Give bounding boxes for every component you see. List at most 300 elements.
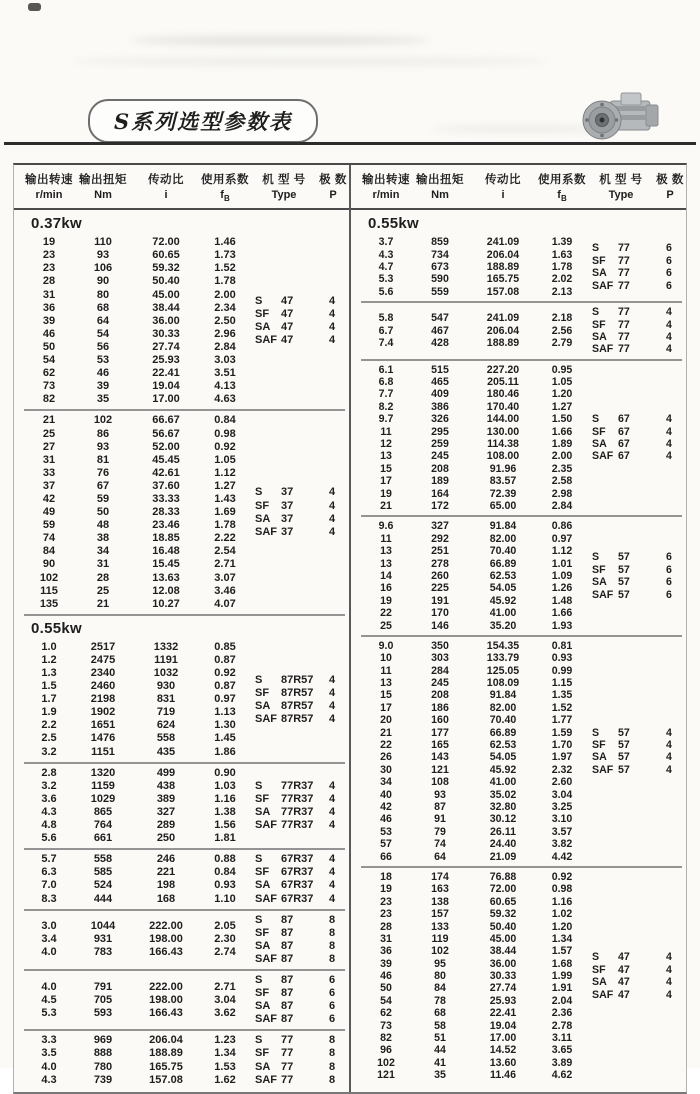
ratio-cell: 22.41 [489,1007,517,1020]
torque-cell: 93 [434,788,446,801]
table-row [24,1034,250,1047]
type-prefix: SAF [592,988,614,1001]
pole-cell: 4 [666,330,672,343]
type-prefix: SA [255,1060,271,1073]
speed-cell: 46 [42,327,56,340]
table-row [361,249,587,261]
table-row [24,832,250,845]
ratio-cell: 45.00 [489,932,517,945]
service-factor-cell: 2.04 [551,994,573,1007]
ratio-cell: 15.45 [152,558,180,571]
service-factor-cell: 1.86 [214,745,236,758]
pole-cell: 4 [328,334,336,347]
speed-cell: 21 [380,726,392,739]
service-factor-cell: 1.81 [214,832,236,845]
table-row [24,893,250,906]
type-prefix: S [592,551,600,564]
ratio-cell: 624 [156,719,176,732]
table-block [361,638,684,865]
pole-cell: 4 [328,779,336,792]
ratio-cell: 35.20 [489,619,517,632]
ratio-cell: 130.00 [486,425,520,438]
type-row [250,674,347,687]
table-row [361,337,587,349]
speed-cell: 7.0 [41,879,57,892]
service-factor-cell: 1.70 [551,739,573,752]
table-row [24,302,250,315]
torque-cell: 409 [431,388,449,401]
type-model: 47 [618,988,630,1001]
type-stack [250,914,347,966]
torque-cell: 764 [93,819,113,832]
type-prefix: SAF [255,819,277,832]
type-prefix: S [592,726,600,739]
table-row [361,558,587,570]
type-model: 87R57 [281,686,314,699]
speed-cell: 50 [380,982,392,995]
table-row [24,262,250,275]
torque-cell: 1159 [91,779,115,792]
table-row [361,739,587,751]
torque-cell: 783 [93,946,113,959]
service-factor-cell: 1.52 [551,701,573,714]
service-factor-cell: 0.92 [551,870,573,883]
service-factor-cell: 3.57 [551,825,573,838]
type-model: 57 [618,751,630,764]
type-model: 77 [281,1047,294,1060]
service-factor-cell: 1.16 [214,792,236,805]
speed-cell: 16 [380,582,392,595]
service-factor-cell: 3.82 [551,838,573,851]
service-factor-cell: 2.79 [551,337,573,350]
pole-cell: 8 [328,952,336,965]
speed-cell: 3.2 [41,745,57,758]
service-factor-cell: 3.89 [551,1056,573,1069]
service-factor-cell: 1.78 [551,260,573,273]
type-stack [587,242,684,292]
ratio-cell: 16.48 [152,545,180,558]
torque-cell: 143 [431,751,449,764]
torque-cell: 74 [434,838,446,851]
type-prefix: SA [592,267,607,280]
ratio-cell: 206.04 [486,324,520,337]
type-row [250,700,347,713]
service-factor-cell: 1.63 [551,248,573,261]
table-row [24,441,250,454]
ratio-cell: 45.92 [489,763,517,776]
service-factor-cell: 3.04 [214,993,236,1006]
type-prefix: SF [592,563,606,576]
service-factor-cell: 1.66 [551,425,573,438]
table-row [361,236,587,248]
service-factor-cell: 0.88 [214,853,236,866]
ratio-cell: 12.08 [152,584,180,597]
ratio-cell: 50.40 [489,920,517,933]
service-factor-cell: 1.46 [214,236,236,249]
ratio-cell: 438 [156,779,176,792]
header-service-factor: 使用系数 $f_B$ [201,174,249,204]
table-row [361,607,587,619]
ratio-cell: 154.35 [486,639,520,652]
table-row [361,958,587,970]
pole-cell: 4 [328,321,336,334]
ratio-cell: 45.45 [152,453,180,466]
header-output-torque: 输出扭矩 Nm [416,174,464,201]
type-model: 87 [281,987,294,1000]
type-row [250,687,347,700]
ratio-cell: 19.04 [152,380,180,393]
pole-cell: 4 [328,308,336,321]
ratio-cell: 108.00 [486,450,520,463]
pole-cell: 6 [666,279,672,292]
torque-cell: 177 [431,726,449,739]
table-row [361,545,587,557]
service-factor-cell: 1.27 [214,479,236,492]
torque-cell: 81 [96,453,110,466]
service-factor-cell: 1.66 [551,607,573,620]
type-prefix: SA [592,976,607,989]
ratio-cell: 198.00 [149,993,183,1006]
speed-cell: 17 [380,701,392,714]
table-row [24,393,250,406]
table-row [24,585,250,598]
service-factor-cell: 2.32 [551,763,573,776]
service-factor-cell: 1.35 [551,689,573,702]
torque-cell: 172 [431,500,449,512]
table-row [361,652,587,664]
type-model: 67 [618,413,630,426]
type-row [587,751,684,763]
ratio-cell: 38.44 [152,301,180,314]
service-factor-cell: 0.81 [551,639,573,652]
pole-cell: 6 [666,551,672,564]
pole-cell: 8 [328,913,336,926]
table-row [24,693,250,706]
table-row [24,879,250,892]
block-divider [361,359,682,361]
ratio-cell: 133.79 [486,652,520,665]
type-prefix: SF [255,926,270,939]
ratio-cell: 289 [156,819,176,832]
table-row [361,776,587,788]
page-title-box [88,99,318,143]
type-model: 47 [281,295,294,308]
speed-cell: 14 [380,569,392,582]
torque-cell: 108 [431,776,449,789]
ratio-cell: 13.63 [152,571,180,584]
speed-cell: 8.3 [41,892,57,905]
type-model: 37 [281,499,294,512]
table-row [361,364,587,376]
speed-cell: 66 [380,850,392,863]
speed-cell: 82 [42,393,56,406]
table-row [24,1047,250,1060]
block-divider [361,515,682,517]
header-ratio: 传动比 i [485,174,521,201]
type-row [250,1034,347,1047]
ratio-cell: 70.40 [489,714,517,727]
ratio-cell: 82.00 [489,701,517,714]
type-prefix: S [255,853,263,866]
service-factor-cell: 3.25 [551,800,573,813]
type-row [587,589,684,601]
service-factor-cell: 2.18 [551,312,573,325]
speed-cell: 6.3 [41,866,57,879]
speed-cell: 13 [380,557,392,570]
type-model: 77 [618,267,630,280]
ratio-cell: 41.00 [489,607,517,620]
service-factor-cell: 2.35 [551,462,573,475]
speed-cell: 4.3 [41,1073,57,1086]
ratio-cell: 11.46 [490,1069,516,1082]
service-factor-cell: 3.65 [551,1044,573,1057]
speed-cell: 20 [380,714,392,727]
type-prefix: SA [255,699,271,712]
pole-cell: 4 [328,892,336,905]
table-row [361,1032,587,1044]
pole-cell: 4 [328,512,336,525]
service-factor-cell: 1.69 [214,506,236,519]
service-factor-cell: 0.95 [551,363,573,376]
ratio-cell: 82.00 [489,532,517,545]
torque-cell: 91 [434,813,446,826]
speed-cell: 3.7 [378,236,394,249]
service-factor-cell: 0.85 [214,640,236,653]
ratio-cell: 188.89 [486,260,520,273]
table-row [361,677,587,689]
pole-cell: 6 [666,576,672,589]
type-row [250,321,347,334]
service-factor-cell: 1.43 [214,492,236,505]
ratio-cell: 45.92 [489,594,517,607]
speed-cell: 3.6 [41,792,57,805]
torque-cell: 86 [96,427,110,440]
type-model: 67R37 [281,892,314,905]
speed-cell: 9.0 [378,639,394,652]
ratio-cell: 125.05 [486,664,520,677]
pole-cell: 4 [328,525,336,538]
speed-cell: 53 [380,825,392,838]
torque-cell: 165 [431,739,449,752]
speed-cell: 33 [42,466,56,479]
ratio-cell: 52.00 [152,440,180,453]
torque-cell: 35 [96,393,110,406]
service-factor-cell: 1.13 [214,706,236,719]
table-row [24,1074,250,1087]
table-block [361,518,684,634]
pole-cell: 4 [328,879,336,892]
ratio-cell: 66.89 [489,726,517,739]
type-model: 87R57 [281,673,314,686]
speed-cell: 19 [380,594,392,607]
pole-cell: 4 [666,318,672,331]
page-title: S系列选型参数表 [114,109,293,134]
type-model: 67 [618,438,630,451]
speed-cell: 19 [380,883,392,896]
service-factor-cell: 1.77 [551,714,573,727]
type-row [587,564,684,576]
pole-cell: 4 [328,853,336,866]
torque-cell: 51 [434,1032,446,1045]
speed-cell: 6.1 [378,363,394,376]
type-model: 67R37 [281,866,314,879]
ratio-cell: 170.40 [486,400,520,413]
type-row [250,914,347,927]
ratio-cell: 17.00 [152,393,180,406]
table-row [361,273,587,285]
speed-cell: 23 [42,249,56,262]
service-factor-cell: 1.26 [551,582,573,595]
type-model: 47 [618,976,630,989]
type-prefix: SAF [255,525,277,538]
speed-cell: 10 [380,652,392,665]
service-factor-cell: 2.56 [551,324,573,337]
type-stack [250,974,347,1026]
table-row [361,450,587,462]
speed-cell: 96 [380,1044,392,1057]
torque-cell: 1651 [90,719,116,732]
type-model: 47 [281,308,294,321]
torque-cell: 386 [431,400,449,413]
service-factor-cell: 3.03 [214,354,236,367]
torque-cell: 428 [431,337,449,350]
service-factor-cell: 0.93 [214,879,236,892]
ratio-cell: 25.93 [489,994,517,1007]
torque-cell: 93 [96,249,110,262]
table-row [24,1061,250,1074]
torque-cell: 2198 [90,693,116,706]
speed-cell: 42 [380,800,392,813]
type-prefix: S [255,973,263,986]
type-model: 67 [618,450,630,463]
service-factor-cell: 2.98 [551,487,573,500]
service-factor-cell: 2.22 [214,532,236,545]
speed-cell: 73 [380,1019,392,1032]
torque-cell: 67 [96,479,110,492]
numeric-rows [24,414,250,610]
table-row [24,946,250,959]
type-model: 77 [281,1034,294,1047]
table-left-half [14,165,351,1092]
speed-cell: 54 [380,994,392,1007]
ratio-cell: 54.05 [489,582,517,595]
torque-cell: 78 [434,994,446,1007]
torque-cell: 284 [431,664,449,677]
table-row [361,813,587,825]
type-row [250,1000,347,1013]
torque-cell: 2475 [90,653,116,666]
table-row [361,533,587,545]
ratio-cell: 114.38 [487,438,519,451]
table-row [361,488,587,500]
table-right-half [351,165,686,1092]
torque-cell: 160 [431,714,449,727]
pole-cell: 4 [666,988,672,1001]
torque-cell: 157 [431,908,449,921]
ratio-cell: 499 [156,766,176,779]
table-row [24,994,250,1007]
service-factor-cell: 1.27 [551,400,573,413]
pole-cell: 4 [328,712,336,725]
service-factor-cell: 2.74 [214,946,236,959]
table-row [24,236,250,249]
type-model: 77 [618,242,630,255]
service-factor-cell: 2.71 [214,980,236,993]
type-stack [250,486,347,538]
speed-cell: 74 [42,532,56,545]
service-factor-cell: 3.04 [551,788,573,801]
table-row [361,325,587,337]
service-factor-cell: 0.87 [214,680,236,693]
table-row [24,480,250,493]
service-factor-cell: 1.38 [214,805,236,818]
table-row [361,286,587,298]
ratio-cell: 59.32 [152,262,180,275]
ratio-cell: 1191 [154,653,178,666]
ratio-cell: 30.33 [489,970,517,983]
speed-cell: 12 [380,438,392,451]
torque-cell: 59 [96,492,110,505]
ratio-cell: 165.75 [149,1060,183,1073]
service-factor-cell: 4.62 [551,1069,573,1082]
table-row [24,558,250,571]
numeric-rows [361,312,587,349]
type-row [250,940,347,953]
speed-cell: 115 [40,584,58,597]
ratio-cell: 19.04 [489,1019,517,1032]
speed-cell: 2.5 [41,732,57,745]
torque-cell: 791 [93,980,113,993]
service-factor-cell: 4.13 [214,380,236,393]
table-row [361,520,587,532]
torque-cell: 931 [93,933,113,946]
torque-cell: 102 [93,414,113,427]
table-row [24,428,250,441]
ratio-cell: 14.52 [489,1044,517,1057]
pole-cell: 8 [328,1047,336,1060]
speed-cell: 54 [42,354,56,367]
torque-cell: 146 [431,619,449,632]
pole-cell: 4 [666,963,672,976]
torque-cell: 327 [431,520,449,533]
speed-cell: 1.3 [41,667,57,679]
numeric-rows [24,853,250,905]
speed-cell: 18 [380,870,392,883]
power-section-label: 0.55kw [31,619,83,637]
torque-cell: 50 [96,506,110,519]
ratio-cell: 56.67 [152,427,180,440]
torque-cell: 350 [431,639,449,652]
type-row [250,526,347,539]
table-row [24,1007,250,1020]
type-row [587,951,684,963]
torque-cell: 780 [93,1060,113,1073]
service-factor-cell: 1.09 [551,569,573,582]
type-model: 77 [618,254,630,267]
table-block [24,972,347,1028]
torque-cell: 278 [431,557,449,570]
torque-cell: 859 [431,236,449,249]
service-factor-cell: 1.48 [551,594,573,607]
speed-cell: 34 [380,776,392,789]
torque-cell: 1320 [90,766,116,779]
table-right-body [351,210,686,1092]
torque-cell: 138 [431,895,449,908]
torque-cell: 119 [431,932,449,945]
ratio-cell: 62.53 [489,569,517,582]
torque-cell: 54 [96,327,110,340]
torque-cell: 1151 [91,745,115,758]
